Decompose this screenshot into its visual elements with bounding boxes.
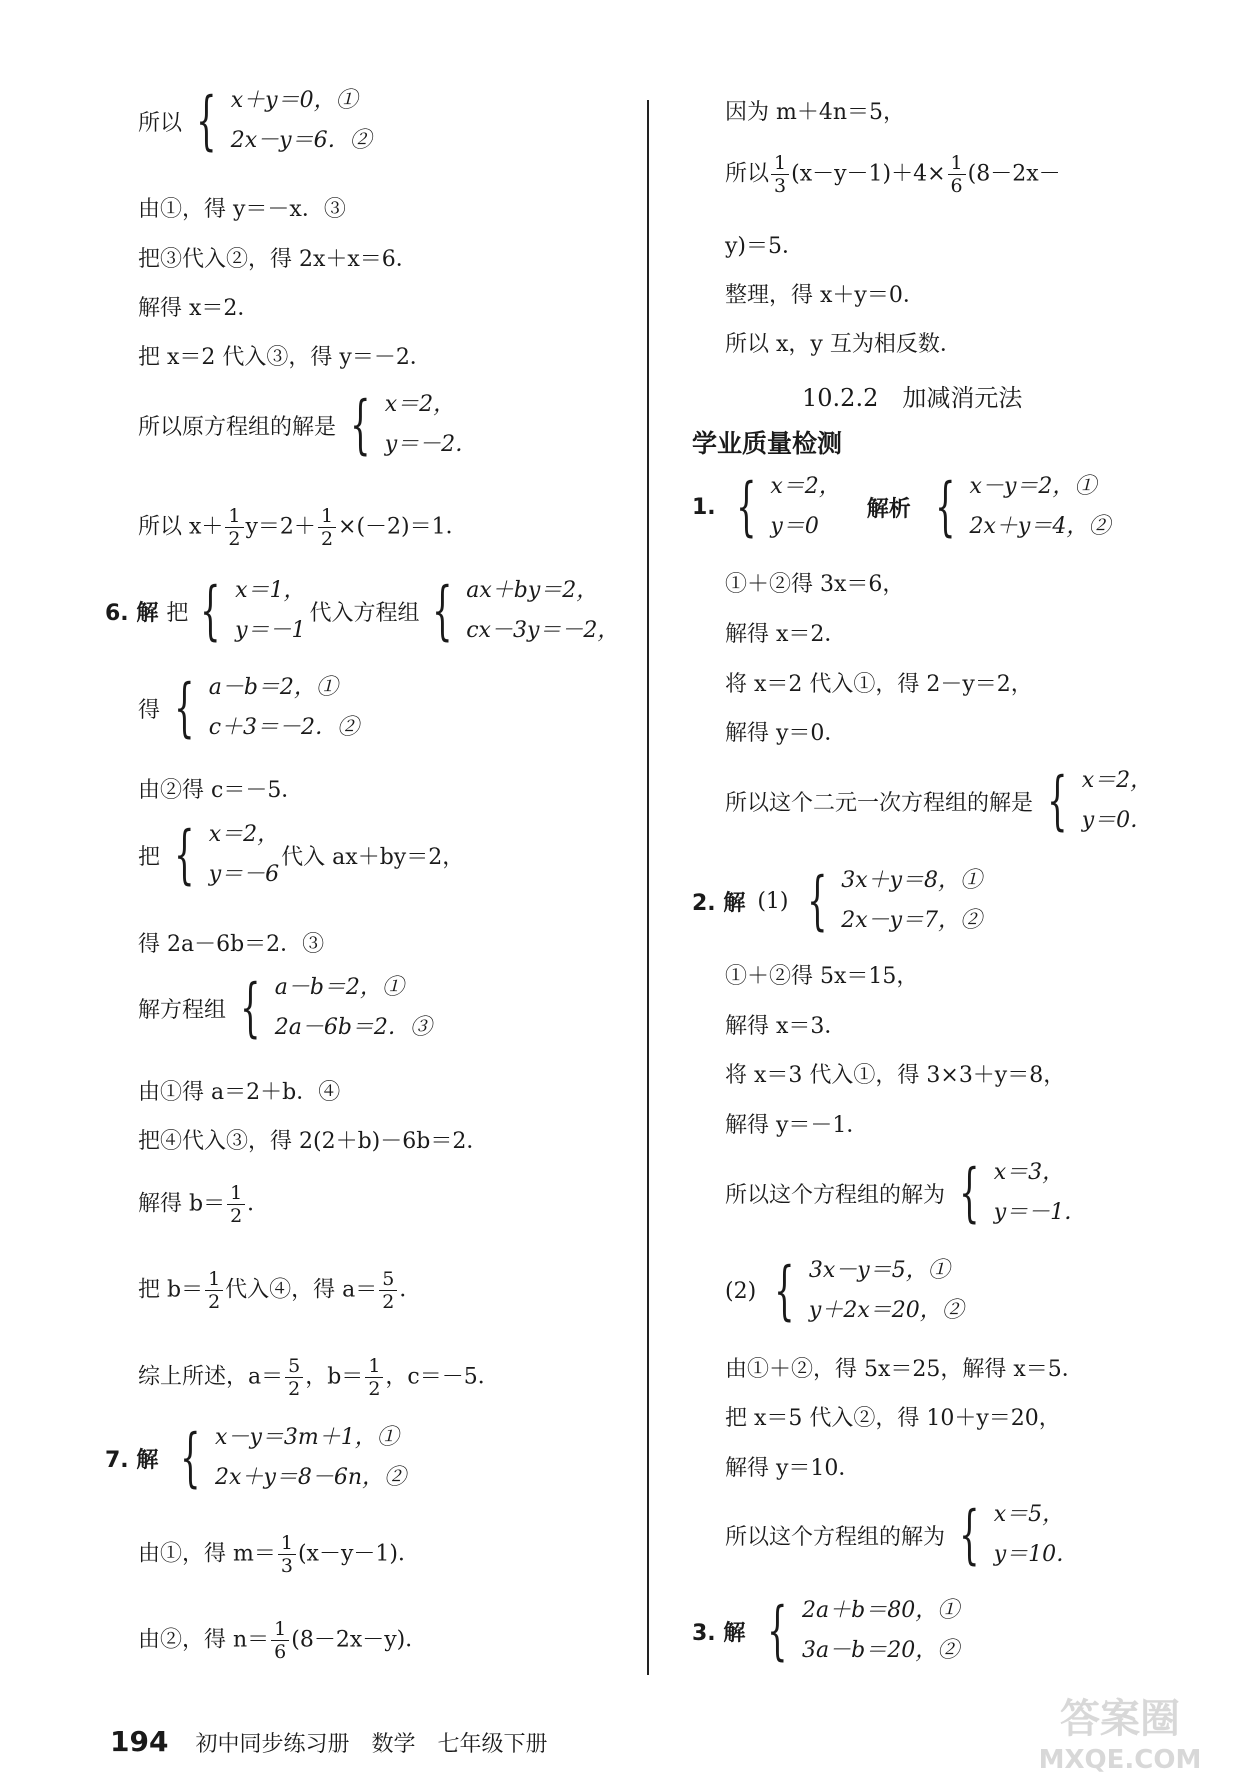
question-6-head: 6. 解 把 { x＝1， y＝－1 代入方程组 { ax＋by＝2， cx－3y＝－2， — [105, 574, 620, 648]
system-q1e: 所以这个二元一次方程组的解是 { x＝2， y＝0． — [725, 764, 1153, 838]
line-fraction: 由②，得 n＝ $\frac{1}{6}$ (8－2x－y)． — [138, 1618, 428, 1663]
system-q2i: 所以这个方程组的解为 { x＝5， y＝10． — [725, 1498, 1079, 1572]
watermark-logo — [1025, 1688, 1215, 1778]
line: 由①，得 y＝－x．③ — [138, 197, 346, 222]
line: 因为 m＋4n＝5， — [725, 100, 906, 125]
line: 解得 x＝3． — [725, 1014, 847, 1039]
line: 由②得 c＝－5． — [138, 778, 304, 803]
section-title: 学业质量检测 — [692, 429, 843, 458]
question-3-head: 3. 解 { 2a＋b＝80，① 3a－b＝20，② — [692, 1594, 960, 1668]
line: 把④代入③，得 2(2＋b)－6b＝2． — [138, 1129, 489, 1154]
system-l6: 所以原方程组的解是 { x＝2， y＝－2． — [138, 388, 478, 462]
system-q6g: 解方程组 { a－b＝2，① 2a－6b＝2．③ — [138, 971, 432, 1045]
page-footer — [110, 1725, 547, 1758]
system-q2-part2: (2) { 3x－y＝5，① y＋2x＝20，② — [725, 1254, 964, 1328]
book-title: 初中同步练习册 数学 七年级下册 — [195, 1732, 548, 1757]
line: 解得 y＝0． — [725, 721, 847, 746]
line: 把 x＝2 代入③，得 y＝－2． — [138, 345, 432, 370]
system-q2e: 所以这个方程组的解为 { x＝3， y＝－1． — [725, 1156, 1087, 1230]
line: 解得 y＝10． — [725, 1456, 861, 1481]
line: 将 x＝3 代入①，得 3×3＋y＝8， — [725, 1063, 1066, 1088]
question-7-head: 7. 解 { x－y＝3m＋1，① 2x＋y＝8－6n，② — [105, 1421, 407, 1495]
line: 解得 x＝2． — [138, 296, 260, 321]
line-fraction: 所以 $\frac{1}{3}$ (x－y－1)＋4× $\frac{1}{6}$ (8－2x－ — [725, 152, 1061, 197]
page-number: 194 — [110, 1725, 169, 1758]
section-heading: 10.2.2 加减消元法 — [802, 384, 1023, 412]
line: 所以 x，y 互为相反数． — [725, 332, 962, 357]
system-l1: 所以 { x＋y＝0，① 2x－y＝6．② — [138, 84, 372, 158]
line-fraction: 解得 b＝ $\frac{1}{2}$ ． — [138, 1182, 270, 1227]
system-q6c: 得 { a－b＝2，① c＋3＝－2．② — [138, 671, 360, 745]
line: 由①＋②，得 5x＝25，解得 x＝5． — [725, 1357, 1084, 1382]
line: y)＝5． — [725, 234, 805, 259]
line: ①＋②得 5x＝15， — [725, 964, 919, 989]
line: 解得 y＝－1． — [725, 1113, 869, 1138]
question-1-head: 1. { x＝2， y＝0 解析 { x－y＝2，① 2x＋y＝4，② — [692, 470, 1111, 544]
line-fraction: 所以 x＋ $\frac{1}{2}$ y＝2＋ $\frac{1}{2}$ ×(－2)＝1． — [138, 505, 468, 550]
line: 整理，得 x＋y＝0． — [725, 283, 925, 308]
line: 把 x＝5 代入②，得 10＋y＝20， — [725, 1406, 1061, 1431]
line: 将 x＝2 代入①，得 2－y＝2， — [725, 672, 1033, 697]
line: 由①得 a＝2＋b．④ — [138, 1080, 341, 1105]
watermark-top: 答案圈 — [1060, 1696, 1180, 1742]
line: 得 2a－6b＝2．③ — [138, 932, 325, 957]
column-divider — [647, 100, 649, 1675]
line: 解得 x＝2． — [725, 622, 847, 647]
line-fraction: 由①，得 m＝ $\frac{1}{3}$ (x－y－1)． — [138, 1532, 420, 1577]
watermark-bottom: MXQE.COM — [1038, 1745, 1202, 1775]
question-2-head: 2. 解 (1) { 3x＋y＝8，① 2x－y＝7，② — [692, 864, 983, 938]
system-q6e: 把 { x＝2， y＝－6 代入 ax＋by＝2， — [138, 818, 465, 892]
line-fraction: 把 b＝ $\frac{1}{2}$ 代入④，得 a＝ $\frac{5}{2}$ ． — [138, 1268, 422, 1313]
line-fraction: 综上所述，a＝ $\frac{5}{2}$ ，b＝ $\frac{1}{2}$ ，c＝－5． — [138, 1355, 500, 1400]
line: 把③代入②，得 2x＋x＝6． — [138, 247, 418, 272]
line: ①＋②得 3x＝6， — [725, 572, 905, 597]
